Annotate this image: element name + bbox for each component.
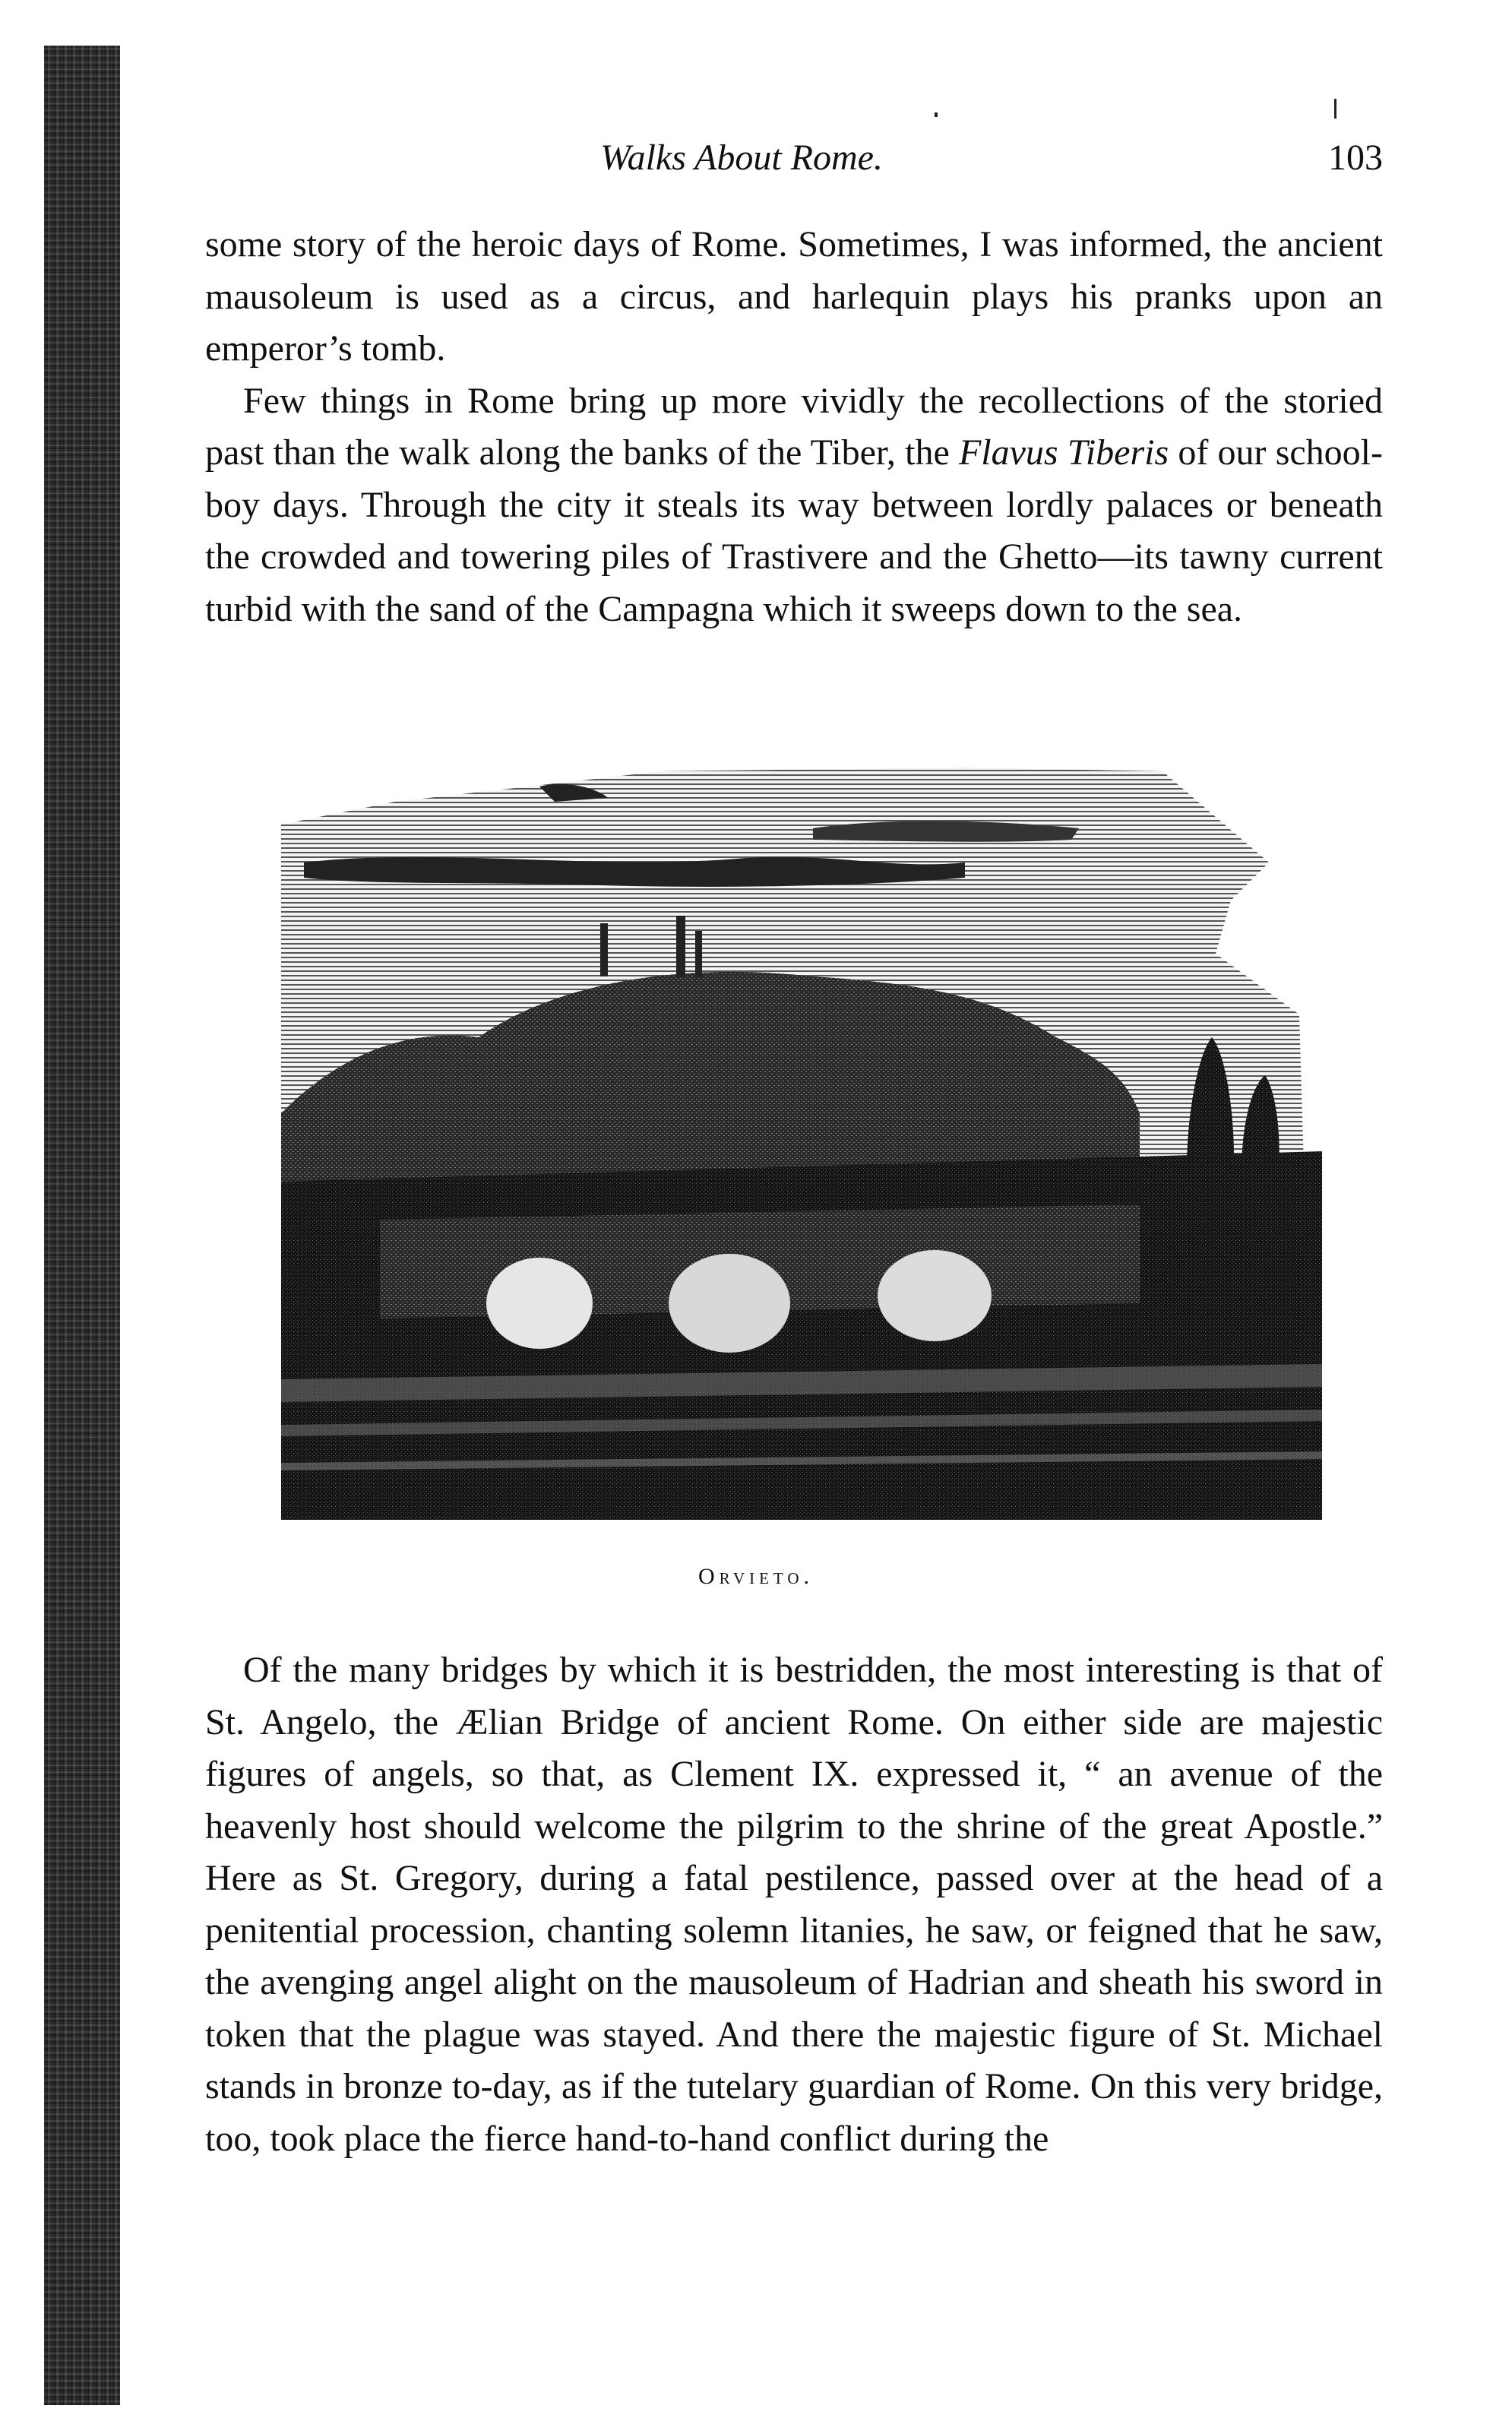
running-title: Walks About Rome. — [600, 138, 883, 178]
scan-binding-strip — [44, 46, 120, 2405]
stray-mark — [1334, 99, 1336, 119]
latin-phrase: Flavus Tiberis — [958, 432, 1169, 473]
stray-mark — [935, 112, 938, 117]
paragraph: some story of the heroic days of Rome. Sometimes, I was informed, the ancient mausoleum is used as a circus, and harlequin plays his pranks upon an emperor’s tomb. — [205, 224, 1383, 369]
paragraph-text: of our school-boy days. Through the city it steals its way between lordly palaces or beneath the crowded and towering piles of Trastivere and the Ghetto—its tawny current turbid with the sand of the Campagna which it sweeps down to the sea. — [205, 432, 1384, 629]
paragraph-text: Few things in Rome bring up more vividly the recollections of the storied past than the walk along the banks of the Tiber, the — [205, 380, 1383, 473]
paragraph — [205, 375, 1383, 636]
top-text-block — [205, 219, 1383, 635]
orvieto-engraving — [281, 756, 1322, 1520]
page-number: 103 — [1328, 138, 1383, 178]
bottom-text-block — [205, 1644, 1383, 2165]
engraving-illustration — [281, 756, 1322, 1520]
running-head — [205, 137, 1383, 182]
paragraph: Of the many bridges by which it is bestridden, the most interesting is that of St. Angelo, the Ælian Bridge of ancient Rome. On either side are majestic figures of angels, so that, as Clement IX. expressed it, “ an avenue of the heavenly host should welcome the pilgrim to the shrine of the great Apostle.” Here as St. Gregory, during a fatal pestilence, passed over at the head of a penitential procession, chanting solemn litanies, he saw, or feigned that he saw, the avenging angel alight on the mausoleum of Hadrian and sheath his sword in token that the plague was stayed. And there the majestic figure of St. Michael stands in bronze to-day, as if the tutelary guardian of Rome. On this very bridge, too, took place the fierce hand-to-hand conflict during the — [205, 1650, 1383, 2159]
illustration-caption: Orvieto. — [697, 1564, 815, 1589]
